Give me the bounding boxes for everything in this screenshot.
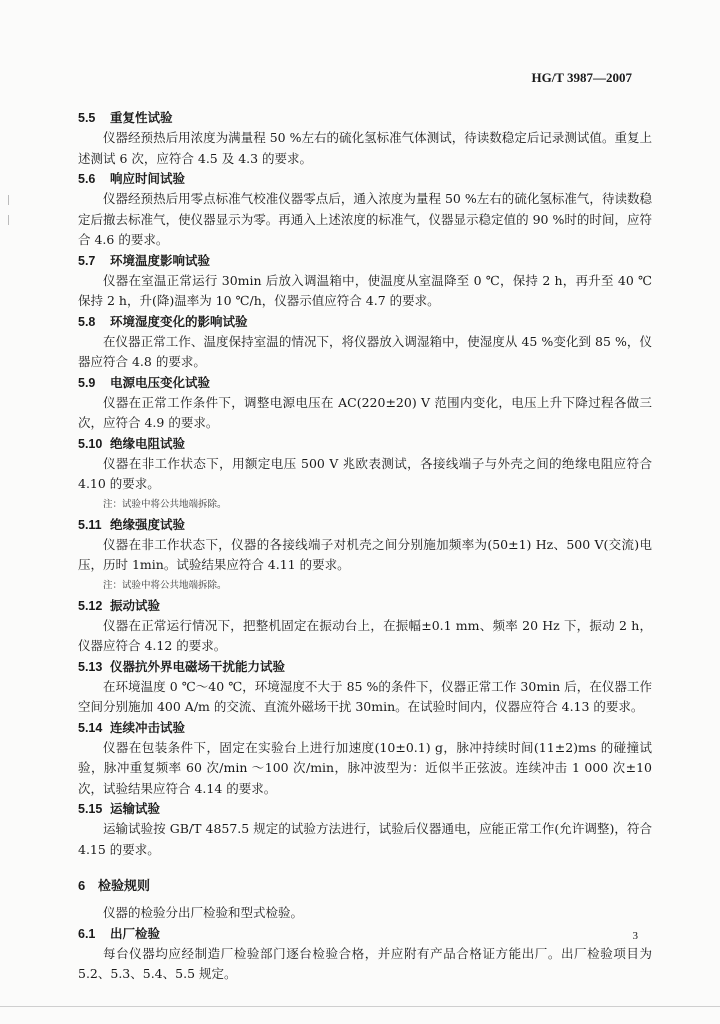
section-heading: [78, 252, 652, 270]
section-title: 重复性试验: [110, 110, 173, 125]
section-paragraph: 仪器在包装条件下，固定在实验台上进行加速度(10±0.1) g，脉冲持续时间(11±2)ms 的碰撞试验，脉冲重复频率 60 次/min ～100 次/min，脉冲波型为：近似半正弦波。连续冲击 1 000 次±10 次，试验结果应符合 4.14 的要求。: [78, 739, 652, 796]
section-paragraph: 仪器经预热后用零点标准气校准仪器零点后，通入浓度为量程 50 %左右的硫化氢标准气，待读数稳定后撤去标准气，使仪器显示为零。再通入上述浓度的标准气，仪器显示稳定值的 90 %时的时间，应符合 4.6 的要求。: [78, 191, 652, 247]
section-heading: [78, 516, 652, 534]
section-title: 响应时间试验: [110, 171, 186, 186]
section-heading: [78, 170, 652, 188]
section-number: 5.12: [78, 598, 103, 613]
section-title: 电源电压变化试验: [110, 374, 211, 390]
chapter-title: 检验规则: [98, 879, 151, 894]
section-heading: [78, 925, 652, 943]
section-heading: [78, 374, 652, 392]
section-number: 5.13: [78, 659, 103, 674]
section-note: 注：试验中将公共地端拆除。: [103, 498, 227, 510]
section-paragraph: 运输试验按 GB/T 4857.5 规定的试验方法进行，试验后仪器通电，应能正常工作(允许调整)，符合 4.15 的要求。: [78, 821, 652, 857]
section-title: 环境湿度变化的影响试验: [110, 313, 248, 329]
scan-mark: [8, 195, 9, 205]
section-title: 仪器抗外界电磁场干扰能力试验: [110, 658, 286, 674]
section-paragraph: 在仪器正常工作、温度保持室温的情况下，将仪器放入调湿箱中，使湿度从 45 %变化到 85 %，仪器应符合 4.8 的要求。: [78, 333, 652, 369]
section-heading: [78, 313, 652, 331]
section-number: 6.1: [78, 926, 96, 941]
scan-mark: [8, 215, 9, 225]
section-heading: [78, 109, 652, 127]
section-note: 注：试验中将公共地端拆除。: [103, 579, 227, 591]
section-paragraph: 仪器经预热后用浓度为满量程 50 %左右的硫化氢标准气体测试，待读数稳定后记录测试值。重复上述测试 6 次，应符合 4.5 及 4.3 的要求。: [78, 130, 652, 166]
section-paragraph: 仪器在正常工作条件下，调整电源电压在 AC(220±20) V 范围内变化，电压上升下降过程各做三次，应符合 4.9 的要求。: [78, 394, 652, 430]
section-number: 5.10: [78, 436, 103, 451]
chapter-6-intro: 仪器的检验分出厂检验和型式检验。: [103, 905, 304, 920]
section-title: 连续冲击试验: [110, 719, 186, 735]
chapter-6-heading: [78, 876, 652, 897]
section-title: 振动试验: [110, 597, 161, 613]
section-title: 运输试验: [110, 801, 161, 816]
section-paragraph: 仪器在非工作状态下，仪器的各接线端子对机壳之间分别施加频率为(50±1) Hz、500 V(交流)电压，历时 1min。试验结果应符合 4.11 的要求。: [78, 536, 652, 572]
section-heading: [78, 800, 652, 818]
section-heading: [78, 597, 652, 615]
section-paragraph: 在环境温度 0 ℃～40 ℃，环境湿度不大于 85 %的条件下，仪器正常工作 30min 后，在仪器工作空间分别施加 400 A/m 的交流、直流外磁场干扰 30min。在试验时间内，仪器应符合 4.13 的要求。: [78, 678, 652, 714]
section-paragraph: 仪器在非工作状态下，用额定电压 500 V 兆欧表测试，各接线端子与外壳之间的绝缘电阻应符合 4.10 的要求。: [78, 455, 652, 491]
document-body: [78, 108, 652, 985]
section-number: 5.7: [78, 253, 96, 268]
section-number: 5.5: [78, 111, 96, 125]
section-number: 5.15: [78, 802, 103, 816]
section-number: 5.8: [78, 314, 96, 329]
section-number: 5.11: [78, 517, 102, 532]
section-title: 环境温度影响试验: [110, 252, 211, 268]
section-heading: [78, 435, 652, 453]
section-number: 5.6: [78, 172, 96, 186]
chapter-number: 6: [78, 878, 86, 893]
section-title: 绝缘强度试验: [110, 516, 186, 532]
section-title: 出厂检验: [110, 925, 161, 941]
section-paragraph: 仪器在室温正常运行 30min 后放入调温箱中，使温度从室温降至 0 ℃，保持 2 h，再升至 40 ℃保持 2 h，升(降)温率为 10 ℃/h，仪器示值应符合 4.7 的要求。: [78, 272, 652, 308]
section-paragraph: 仪器在正常运行情况下，把整机固定在振动台上，在振幅±0.1 mm、频率 20 Hz 下，振动 2 h，仪器应符合 4.12 的要求。: [78, 617, 652, 653]
section-paragraph: 每台仪器均应经制造厂检验部门逐台检验合格，并应附有产品合格证方能出厂。出厂检验项目为 5.2、5.3、5.4、5.5 规定。: [78, 945, 652, 981]
bottom-rule: [0, 1006, 720, 1007]
section-number: 5.9: [78, 375, 96, 390]
section-heading: [78, 719, 652, 737]
section-number: 5.14: [78, 720, 103, 735]
page-number: 3: [632, 930, 638, 942]
test-sections: [78, 109, 652, 860]
standard-code-header: HG/T 3987—2007: [531, 70, 632, 85]
section-heading: [78, 658, 652, 676]
section-title: 绝缘电阻试验: [110, 435, 186, 451]
